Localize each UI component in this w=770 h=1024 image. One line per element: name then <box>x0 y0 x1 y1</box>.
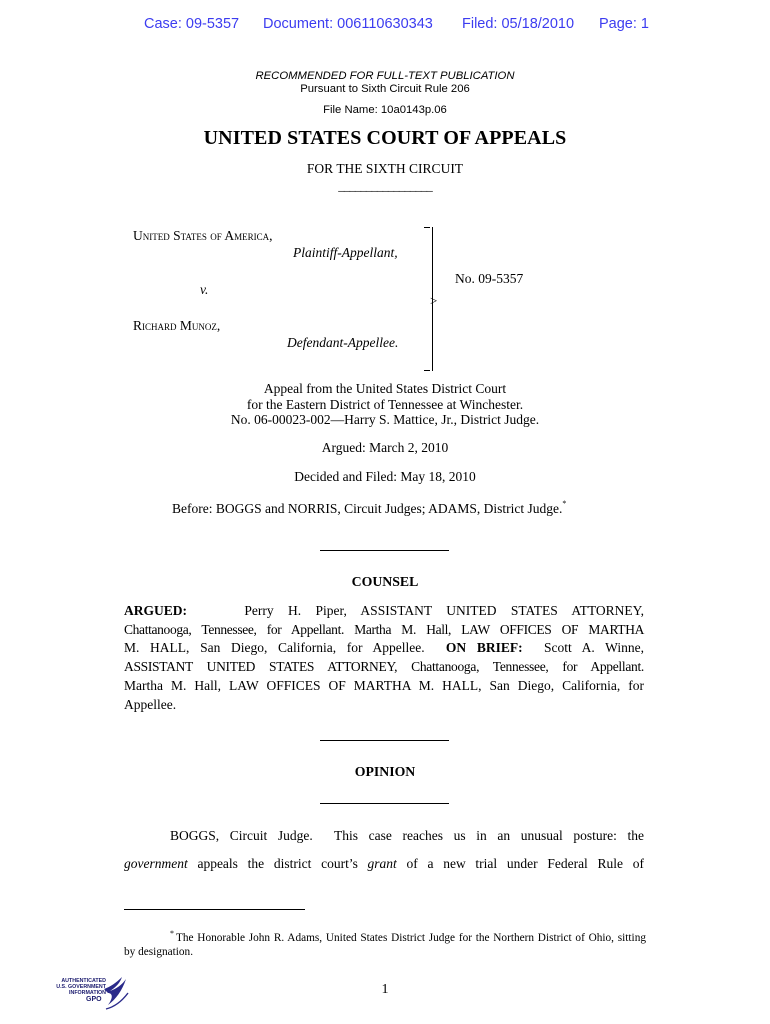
panel-judges <box>172 499 566 517</box>
counsel-line-3a: M. HALL, San Diego, California, for Appellee. <box>124 640 425 656</box>
gpo-logo-line-3: INFORMATION <box>69 990 106 997</box>
opinion-sentence-c: of a new trial under Federal Rule of <box>396 855 644 871</box>
opinion-judge: BOGGS, Circuit Judge. <box>170 828 313 843</box>
stamp-page: Page: 1 <box>599 16 649 32</box>
counsel-line-4: ASSISTANT UNITED STATES ATTORNEY, Chattanooga, Tennessee, for Appellant. <box>124 659 644 675</box>
publication-recommendation: RECOMMENDED FOR FULL-TEXT PUBLICATION <box>255 70 515 82</box>
caption-bracket-point: > <box>430 293 438 308</box>
counsel-line-1 <box>124 602 644 621</box>
publication-rule: Pursuant to Sixth Circuit Rule 206 <box>300 83 470 95</box>
gpo-logo-line-2: U.S. GOVERNMENT <box>56 984 106 991</box>
gpo-logo-mark: GPO <box>86 996 102 1003</box>
footnote <box>124 927 646 959</box>
footnote-text: The Honorable John R. Adams, United States District Judge for the Northern District of Ohio, sitting by designation. <box>124 932 646 958</box>
opinion-heading: OPINION <box>354 764 416 779</box>
argued-date: Argued: March 2, 2010 <box>321 440 449 455</box>
file-name: File Name: 10a0143p.06 <box>323 104 447 116</box>
opinion-sentence-a: This case reaches us in an unusual posture: the <box>334 828 644 843</box>
panel-judges-text: Before: BOGGS and NORRIS, Circuit Judges; ADAMS, District Judge. <box>172 501 563 516</box>
argued-label: ARGUED: <box>124 603 187 618</box>
plaintiff-name: United States of America, <box>133 228 273 243</box>
counsel-line-3 <box>124 639 644 658</box>
plaintiff-role: Plaintiff-Appellant, <box>293 245 398 260</box>
opinion-line-1 <box>124 822 644 850</box>
divider-2 <box>320 740 449 741</box>
appeal-line-3: No. 06-00023-002—Harry S. Mattice, Jr., District Judge. <box>230 412 540 427</box>
counsel-line-5: Martha M. Hall, LAW OFFICES OF MARTHA M. HALL, San Diego, California, for <box>124 677 644 693</box>
counsel-block <box>124 602 644 714</box>
caption-bracket-top <box>424 227 430 228</box>
appeal-line-1: Appeal from the United States District Court <box>263 381 507 396</box>
gpo-logo-line-1: AUTHENTICATED <box>61 978 106 984</box>
opinion-paragraph <box>124 822 644 877</box>
counsel-line-1-text: Perry H. Piper, ASSISTANT UNITED STATES ATTORNEY, <box>244 603 644 618</box>
opinion-word-government: government <box>124 855 188 871</box>
opinion-sentence-b: appeals the district court’s <box>187 855 368 871</box>
counsel-line-6: Appellee. <box>124 696 177 712</box>
panel-footnote-mark: * <box>562 499 567 508</box>
counsel-line-2: Chattanooga, Tennessee, for Appellant. Martha M. Hall, LAW OFFICES OF MARTHA <box>124 621 644 637</box>
divider-1 <box>320 550 449 551</box>
caption-bracket-bottom <box>424 370 430 371</box>
page-number: 1 <box>381 982 389 997</box>
court-name: UNITED STATES COURT OF APPEALS <box>203 127 567 149</box>
case-number: No. 09-5357 <box>455 271 524 286</box>
court-rule-line: _________________ <box>338 178 432 193</box>
decided-date: Decided and Filed: May 18, 2010 <box>294 469 476 484</box>
court-circuit: FOR THE SIXTH CIRCUIT <box>306 161 464 176</box>
gpo-authentication-logo <box>46 975 130 1013</box>
footnote-rule <box>124 909 305 910</box>
versus: v. <box>200 282 209 297</box>
opinion-word-grant: grant <box>367 855 397 871</box>
opinion-line-2 <box>124 850 644 878</box>
stamp-case: Case: 09-5357 <box>144 16 240 32</box>
defendant-name: Richard Munoz, <box>133 318 221 333</box>
counsel-heading: COUNSEL <box>351 574 419 589</box>
on-brief-label: ON BRIEF: <box>445 640 523 656</box>
appeal-line-2: for the Eastern District of Tennessee at Winchester. <box>246 396 524 412</box>
counsel-line-3b: Scott A. Winne, <box>543 640 644 656</box>
stamp-document: Document: 006110630343 <box>263 16 433 32</box>
divider-3 <box>320 803 449 804</box>
footnote-mark: * <box>170 929 174 938</box>
stamp-filed: Filed: 05/18/2010 <box>462 16 575 32</box>
defendant-role: Defendant-Appellee. <box>287 335 399 350</box>
gpo-eagle-icon <box>46 975 130 1013</box>
appeal-info <box>0 381 770 428</box>
